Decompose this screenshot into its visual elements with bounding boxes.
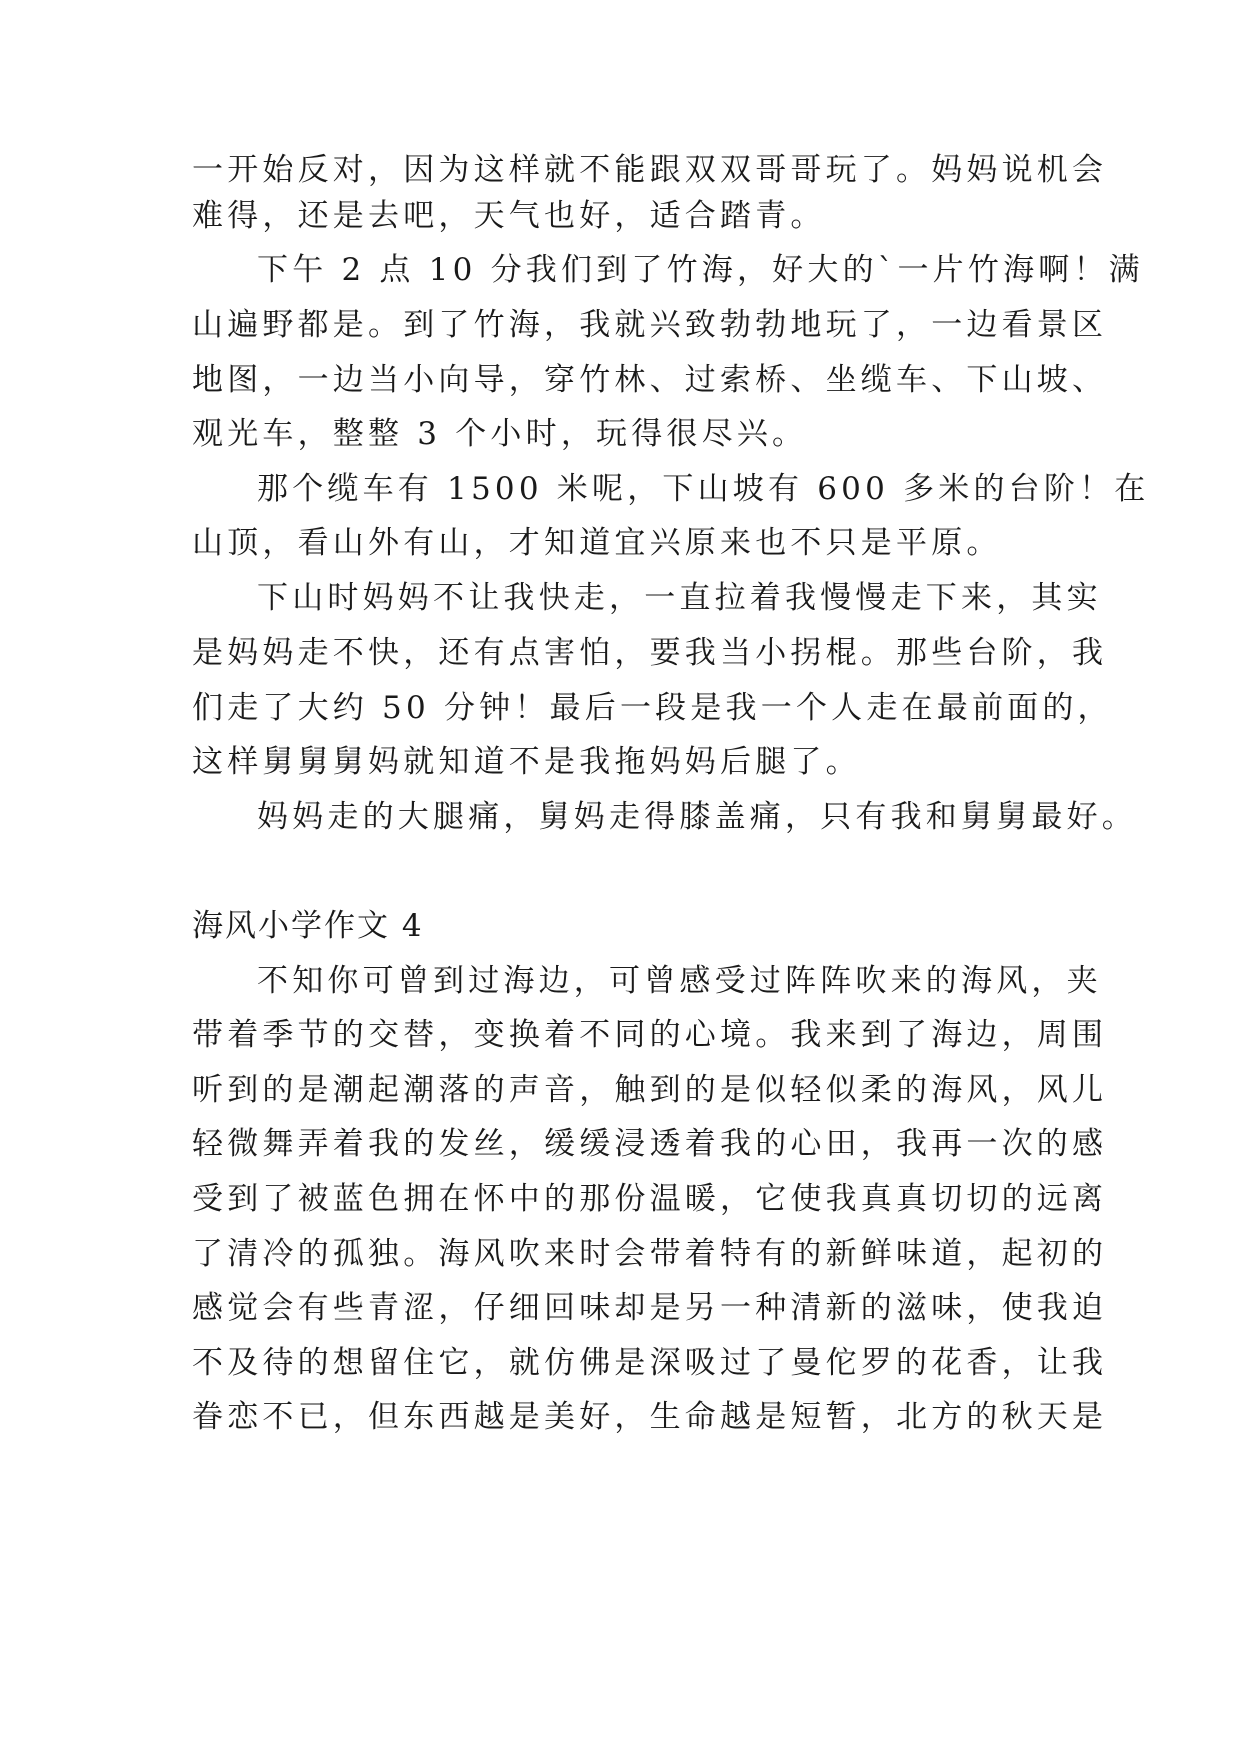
paragraph-line: 山顶，看山外有山，才知道宜兴原来也不只是平原。	[192, 525, 1002, 561]
paragraph-line: 那个缆车有 1500 米呢，下山坡有 600 多米的台阶！在	[257, 471, 1150, 507]
paragraph-line: 下山时妈妈不让我快走，一直拉着我慢慢走下来，其实	[257, 580, 1102, 616]
paragraph-line: 了清冷的孤独。海风吹来时会带着特有的新鲜味道，起初的	[192, 1236, 1108, 1272]
paragraph-line: 是妈妈走不快，还有点害怕，要我当小拐棍。那些台阶，我	[192, 635, 1108, 671]
section-heading: 海风小学作文 4	[192, 908, 424, 944]
paragraph-line: 不知你可曾到过海边，可曾感受过阵阵吹来的海风，夹	[257, 963, 1102, 999]
paragraph-line: 难得，还是去吧，天气也好，适合踏青。	[192, 198, 826, 234]
paragraph-line: 下午 2 点 10 分我们到了竹海，好大的`一片竹海啊！满	[257, 252, 1144, 288]
paragraph-line: 轻微舞弄着我的发丝，缓缓浸透着我的心田，我再一次的感	[192, 1126, 1108, 1162]
paragraph-line: 眷恋不已，但东西越是美好，生命越是短暂，北方的秋天是	[192, 1399, 1108, 1435]
paragraph-line: 一开始反对，因为这样就不能跟双双哥哥玩了。妈妈说机会	[192, 152, 1108, 188]
paragraph-line: 不及待的想留住它，就仿佛是深吸过了曼佗罗的花香，让我	[192, 1345, 1108, 1381]
paragraph-line: 听到的是潮起潮落的声音，触到的是似轻似柔的海风，风儿	[192, 1072, 1108, 1108]
paragraph-line: 观光车，整整 3 个小时，玩得很尽兴。	[192, 416, 808, 452]
paragraph-line: 妈妈走的大腿痛，舅妈走得膝盖痛，只有我和舅舅最好。	[257, 799, 1137, 835]
paragraph-line: 这样舅舅舅妈就知道不是我拖妈妈后腿了。	[192, 744, 861, 780]
paragraph-line: 地图，一边当小向导，穿竹林、过索桥、坐缆车、下山坡、	[192, 362, 1108, 398]
paragraph-line: 感觉会有些青涩，仔细回味却是另一种清新的滋味，使我迫	[192, 1290, 1108, 1326]
paragraph-line: 带着季节的交替，变换着不同的心境。我来到了海边，周围	[192, 1017, 1108, 1053]
paragraph-line: 山遍野都是。到了竹海，我就兴致勃勃地玩了，一边看景区	[192, 307, 1108, 343]
paragraph-line: 们走了大约 50 分钟！最后一段是我一个人走在最前面的，	[192, 690, 1113, 726]
paragraph-line: 受到了被蓝色拥在怀中的那份温暖，它使我真真切切的远离	[192, 1181, 1108, 1217]
